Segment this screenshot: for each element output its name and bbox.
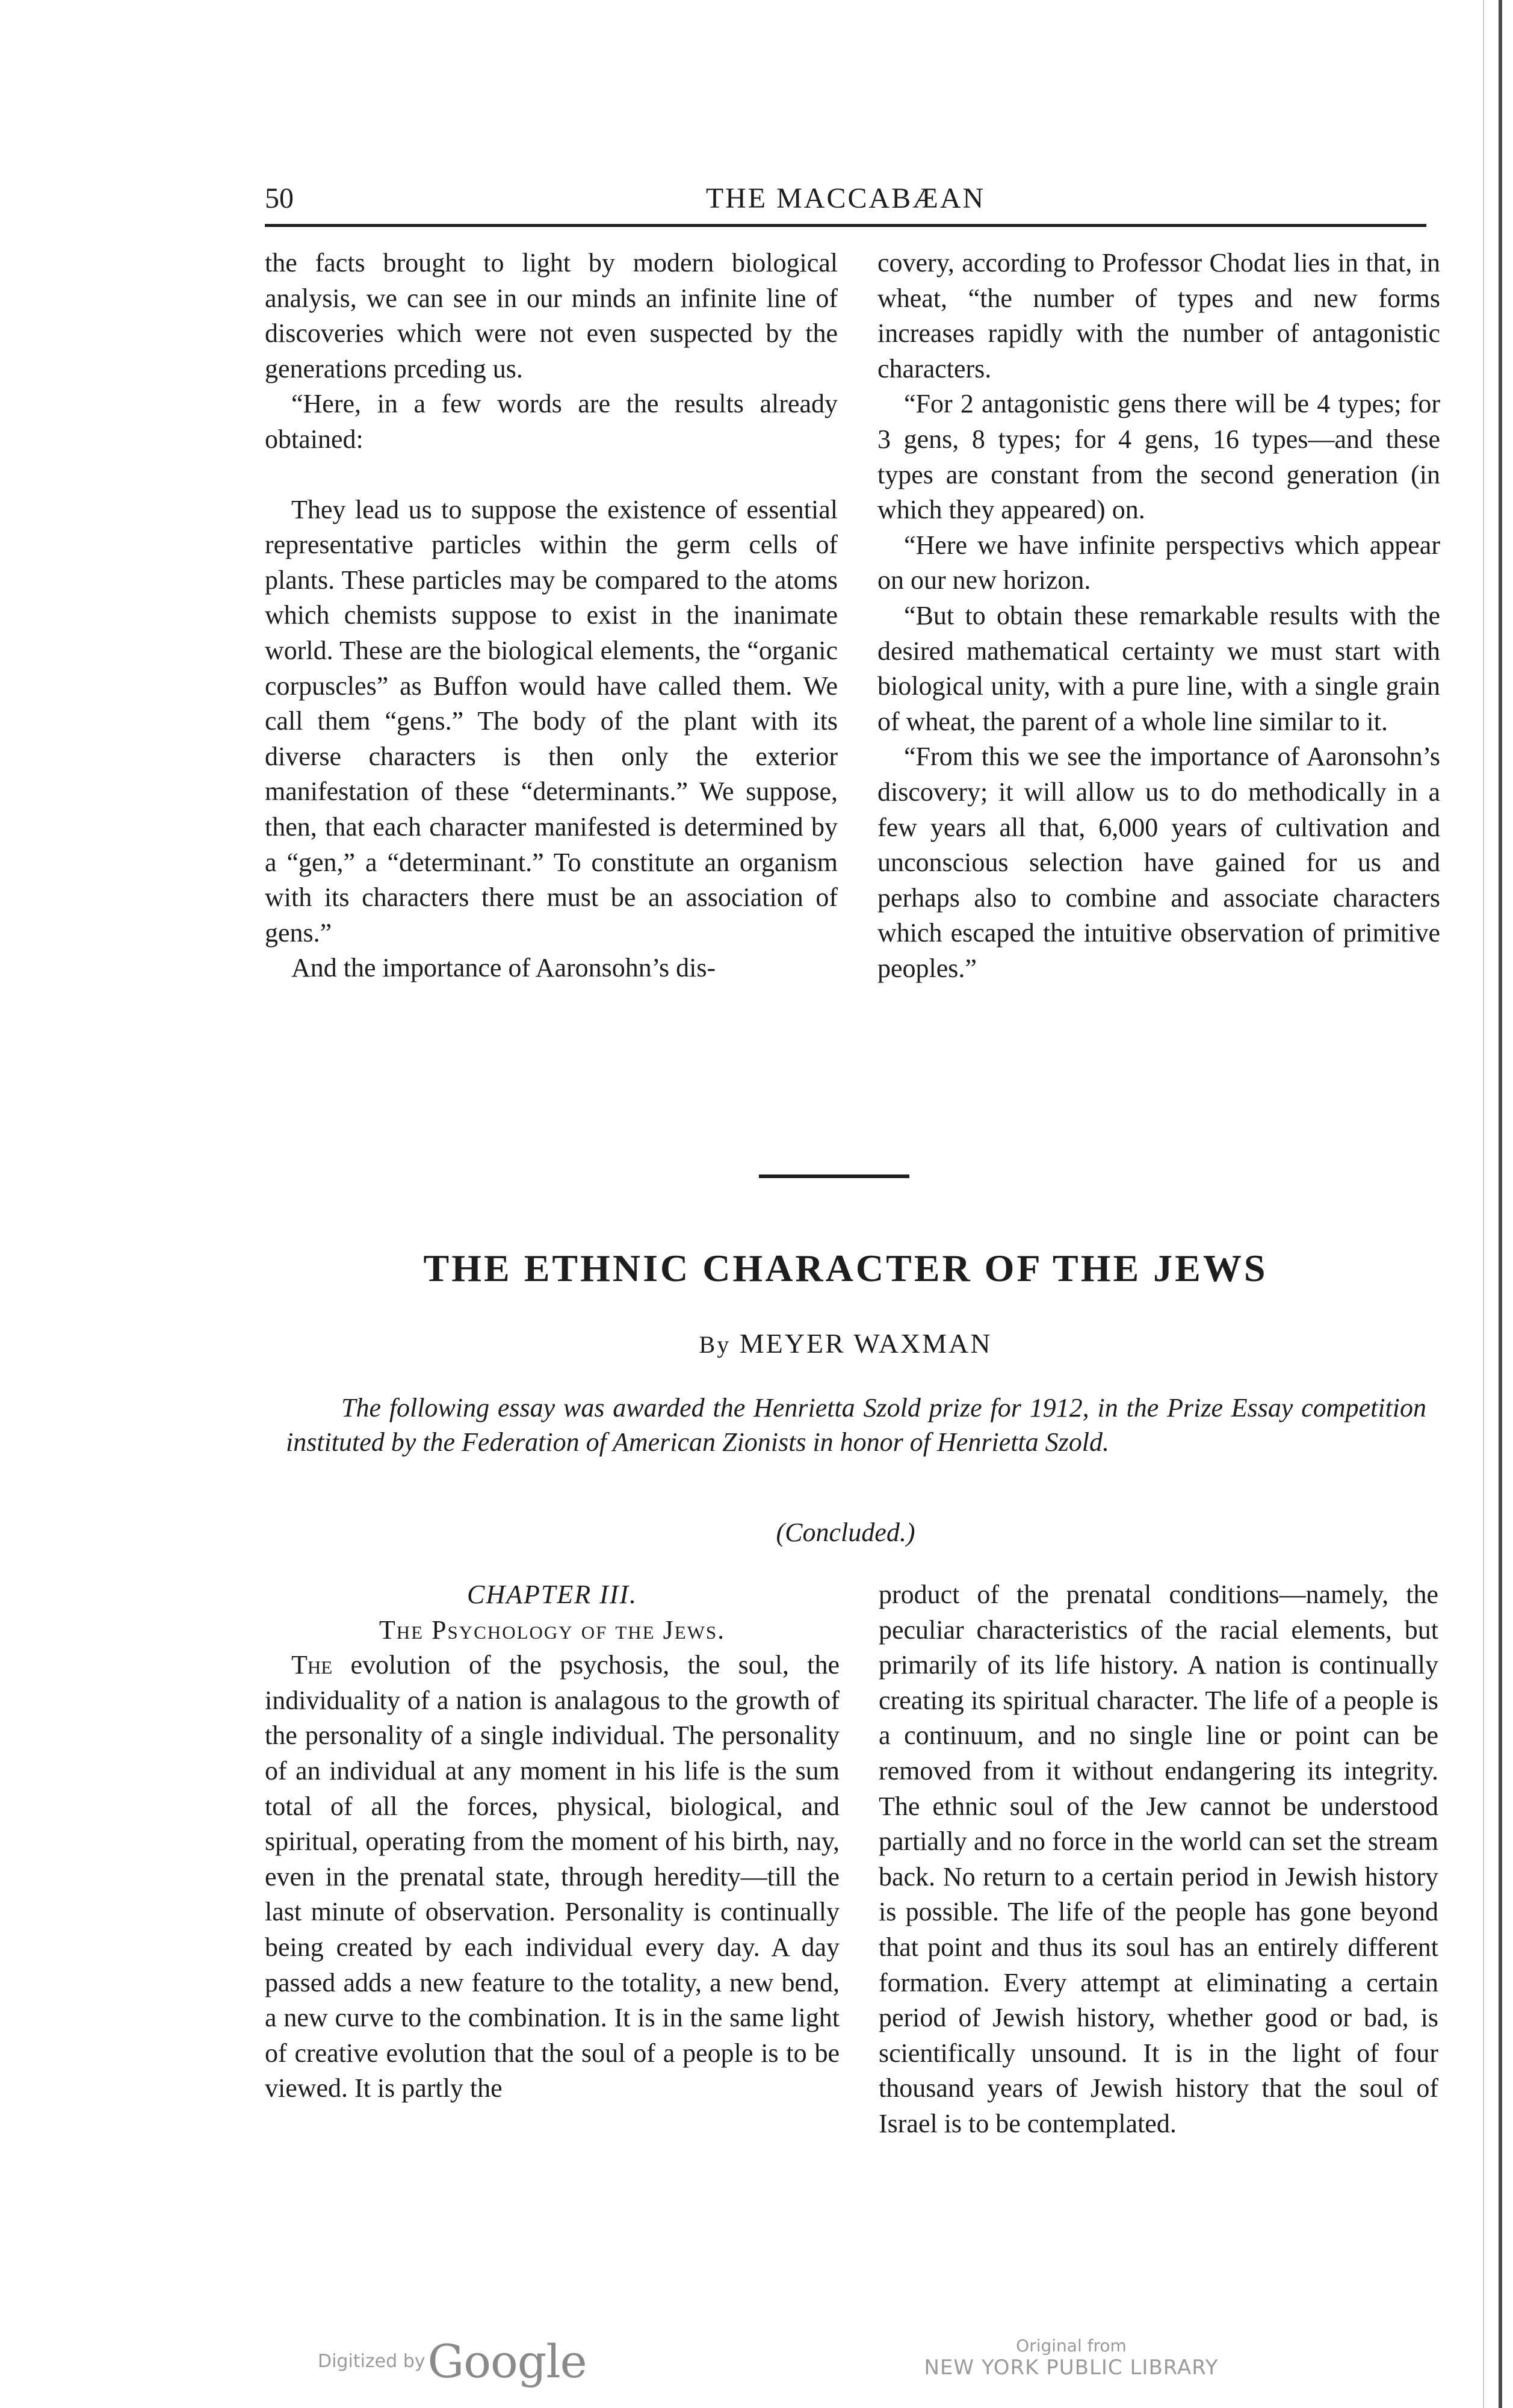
header-rule: [265, 224, 1426, 227]
upper-left-column: [265, 246, 838, 986]
paragraph: And the importance of Aaronsohn’s dis-: [291, 953, 716, 983]
upper-right-column: [877, 246, 1440, 986]
paragraph: covery, according to Professor Chodat lies in that, in wheat, “the number of types and new forms increases rapidly with the number of antagonistic characters.: [877, 248, 1440, 383]
library-name: NEW YORK PUBLIC LIBRARY: [924, 2356, 1219, 2380]
article-title: THE ETHNIC CHARACTER OF THE JEWS: [423, 1247, 1268, 1289]
page-number: 50: [265, 182, 294, 214]
author-name: MEYER WAXMAN: [739, 1328, 992, 1359]
lower-left-column: [265, 1577, 840, 2106]
source-credit: [903, 2336, 1240, 2380]
byline-by: By: [699, 1331, 731, 1358]
paragraph: [265, 1648, 840, 2106]
google-logo: Google: [427, 2335, 587, 2388]
chapter-subtitle: The Psychology of the Jews.: [379, 1615, 726, 1645]
paragraph: “Here, in a few words are the results already obtained:: [265, 389, 838, 454]
dropcap-word: The: [291, 1650, 333, 1680]
paragraph: product of the prenatal conditions—namely, the peculiar characteristics of the racial elements, but primarily of its life history. A nation is continually creating its spiritual character. The life of a people is a continuum, and no single line or point can be removed from it without endangering its integrity. The ethnic soul of the Jew cannot be understood partially and no force in the world can set the stream back. No return to a certain period in Jewish history is possible. The life of the people has gone beyond that point and thus its soul has an entirely different formation. Every attempt at eliminating a certain period of Jewish history, whether good or bad, is scientifically unsound. It is in the light of four thousand years of Jewish history that the soul of Israel is to be contemplated.: [879, 1580, 1438, 2138]
lower-right-column: [879, 1577, 1438, 2142]
digitized-label: Digitized by: [318, 2351, 425, 2372]
article-intro-note: The following essay was awarded the Henrietta Szold prize for 1912, in the Prize Essay competition instituted by the Federation of American Zionists in honor of Henrietta Szold.: [286, 1393, 1426, 1457]
paragraph: They lead us to suppose the existence of essential representative particles within the germ cells of plants. These particles may be compared to the atoms which chemists suppose to exist in the inanimate world. These are the biological elements, the “organic corpuscles” as Buffon would have called them. We call them “gens.” The body of the plant with its diverse characters is then only the exterior manifestation of these “determinants.” We suppose, then, that each character manifested is determined by a “gen,” a “determinant.” To constitute an organism with its characters there must be an association of gens.”: [265, 494, 838, 948]
page-header: [265, 178, 1426, 226]
running-head: THE MACCABÆAN: [705, 182, 986, 214]
byline: [265, 1327, 1426, 1359]
binding-shadow: [1483, 0, 1484, 2408]
original-from-label: Original from: [1016, 2336, 1127, 2356]
paragraph: “For 2 antagonistic gens there will be 4 types; for 3 gens, 8 types; for 4 gens, 16 types—and these types are constant from the second generation (in which they appeared) on.: [877, 389, 1440, 525]
paragraph: the facts brought to light by modern biological analysis, we can see in our minds an infinite line of discoveries which were not even suspected by the generations prceding us.: [265, 248, 838, 383]
paragraph: “Here we have infinite perspectivs which appear on our new horizon.: [877, 530, 1440, 595]
paragraph: “But to obtain these remarkable results with the desired mathematical certainty we must start with biological unity, with a pure line, with a single grain of wheat, the parent of a whole line similar to it.: [877, 600, 1440, 736]
binding-edge: [1499, 0, 1502, 2408]
paragraph: “From this we see the importance of Aaronsohn’s discovery; it will allow us to do methodically in a few years all that, 6,000 years of cultivation and unconscious selection have gained for us and perhaps also to combine and associate characters which escaped the intuitive observation of primitive peoples.”: [877, 742, 1440, 983]
chapter-heading: CHAPTER III.: [466, 1580, 638, 1609]
digitized-by-google: [318, 2335, 587, 2388]
concluded-note: (Concluded.): [776, 1518, 915, 1547]
paragraph-text: evolution of the psychosis, the soul, the individuality of a nation is analagous to the growth of the personality of a single individual. The personality of an individual at any moment in his life is the sum total of all the forces, physical, biological, and spiritual, operating from the moment of his birth, nay, even in the prenatal state, through heredity—till the last minute of observation. Personality is continually being created by each individual every day. A day passed adds a new feature to the totality, a new bend, a new curve to the combination. It is in the same light of creative evolution that the soul of a people is to be viewed. It is partly the: [265, 1650, 840, 2103]
section-divider: [759, 1175, 909, 1178]
